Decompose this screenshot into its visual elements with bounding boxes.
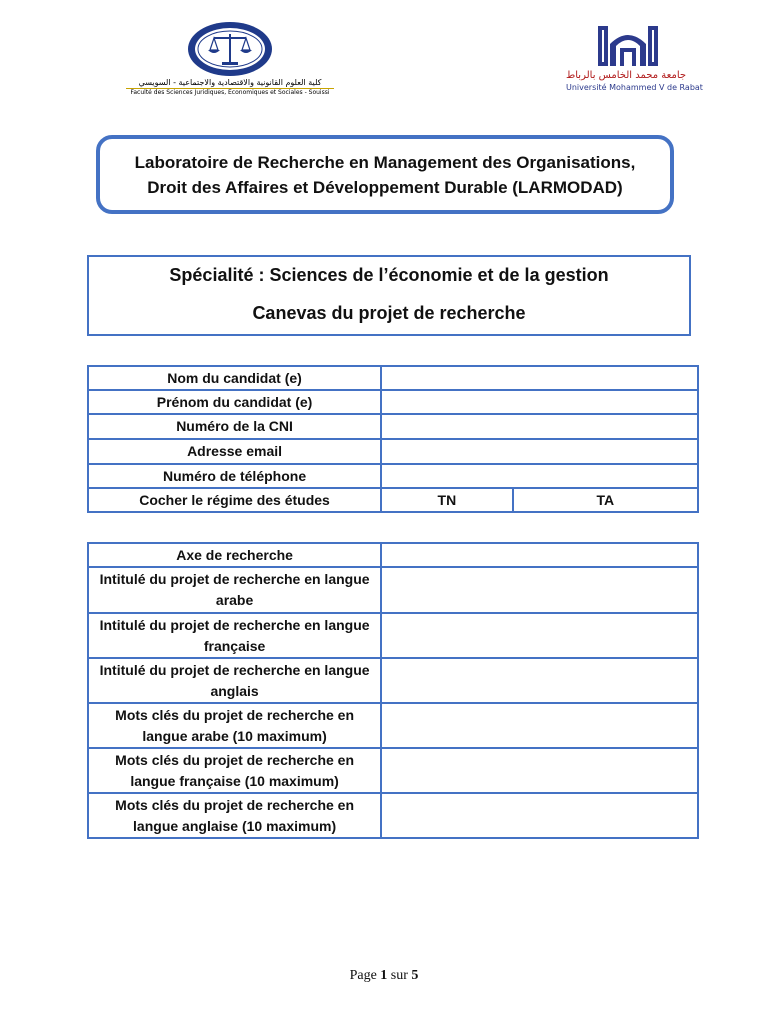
faculty-logo xyxy=(124,20,336,96)
title-french-field[interactable] xyxy=(381,613,698,658)
scales-of-justice-seal-icon xyxy=(186,20,274,78)
university-name-arabic: جامعة محمد الخامس بالرباط xyxy=(566,70,687,81)
keywords-english-label: Mots clés du projet de recherche en langue anglaise (10 maximum) xyxy=(88,793,381,838)
title-arabic-label: Intitulé du projet de recherche en langue arabe xyxy=(88,567,381,613)
title-arabic-field[interactable] xyxy=(381,567,698,613)
table-row xyxy=(88,793,698,838)
table-row xyxy=(88,414,698,439)
table-row xyxy=(88,567,698,613)
title-english-label: Intitulé du projet de recherche en langue anglais xyxy=(88,658,381,703)
cni-number-label: Numéro de la CNI xyxy=(88,414,381,439)
table-row xyxy=(88,543,698,567)
faculty-name-arabic: كلية العلوم القانونية والاقتصادية والاجتماعية - السويسي xyxy=(138,78,322,87)
keywords-french-field[interactable] xyxy=(381,748,698,793)
email-label: Adresse email xyxy=(88,439,381,464)
page-footer xyxy=(0,968,768,984)
regime-option-ta[interactable]: TA xyxy=(513,488,698,512)
page-total: 5 xyxy=(411,968,419,983)
page-word: Page xyxy=(349,968,377,983)
university-logo xyxy=(566,22,703,94)
table-row xyxy=(88,366,698,390)
research-axis-field[interactable] xyxy=(381,543,698,567)
speciality-title: Spécialité : Sciences de l’économie et de la gestion xyxy=(169,265,609,285)
phone-field[interactable] xyxy=(381,464,698,488)
keywords-french-label: Mots clés du projet de recherche en langue française (10 maximum) xyxy=(88,748,381,793)
lab-title-line-1: Laboratoire de Recherche en Management des Organisations, xyxy=(134,152,636,172)
table-row xyxy=(88,658,698,703)
research-project-table xyxy=(87,542,699,839)
table-row xyxy=(88,464,698,488)
university-name-french: Université Mohammed V de Rabat xyxy=(566,83,703,92)
lab-title-line-2: Droit des Affaires et Développement Durable (LARMODAD) xyxy=(147,177,623,197)
keywords-arabic-label: Mots clés du projet de recherche en langue arabe (10 maximum) xyxy=(88,703,381,748)
table-row xyxy=(88,748,698,793)
university-gate-icon xyxy=(596,22,660,70)
lab-title-box xyxy=(96,135,674,214)
keywords-english-field[interactable] xyxy=(381,793,698,838)
of-word: sur xyxy=(390,968,408,983)
cni-number-field[interactable] xyxy=(381,414,698,439)
table-row xyxy=(88,703,698,748)
study-regime-label: Cocher le régime des études xyxy=(88,488,381,512)
candidate-first-name-label: Prénom du candidat (e) xyxy=(88,390,381,414)
phone-label: Numéro de téléphone xyxy=(88,464,381,488)
candidate-last-name-field[interactable] xyxy=(381,366,698,390)
email-field[interactable] xyxy=(381,439,698,464)
table-row xyxy=(88,488,698,512)
form-title: Canevas du projet de recherche xyxy=(252,303,526,323)
keywords-arabic-field[interactable] xyxy=(381,703,698,748)
candidate-last-name-label: Nom du candidat (e) xyxy=(88,366,381,390)
table-row xyxy=(88,613,698,658)
candidate-first-name-field[interactable] xyxy=(381,390,698,414)
speciality-box xyxy=(87,255,691,336)
page-number: 1 xyxy=(380,968,388,983)
regime-option-tn[interactable]: TN xyxy=(381,488,513,512)
faculty-name-french: Faculté des Sciences Juridiques, Economiques et Sociales - Souissi xyxy=(130,89,330,96)
title-english-field[interactable] xyxy=(381,658,698,703)
research-axis-label: Axe de recherche xyxy=(88,543,381,567)
table-row xyxy=(88,439,698,464)
title-french-label: Intitulé du projet de recherche en langue française xyxy=(88,613,381,658)
table-row xyxy=(88,390,698,414)
candidate-info-table xyxy=(87,365,699,513)
